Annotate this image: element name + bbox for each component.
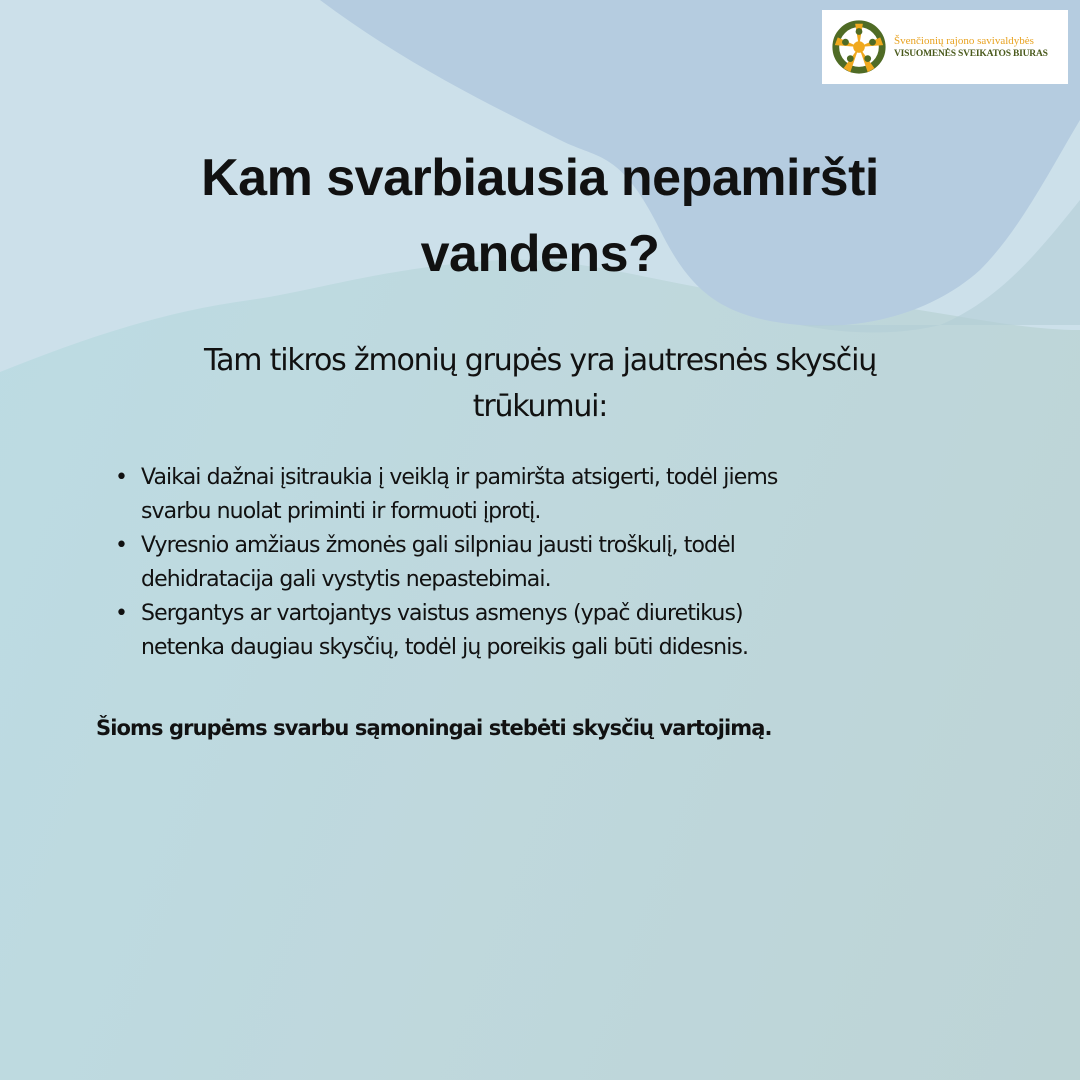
list-item-line: dehidratacija gali vystytis nepastebimai.: [141, 567, 551, 592]
title-line-2: vandens?: [420, 225, 660, 283]
logo-line-bureau: VISUOMENĖS SVEIKATOS BIURAS: [894, 48, 1048, 59]
figures-circle-logo-icon: [830, 18, 888, 76]
subtitle-line-2: trūkumui:: [472, 389, 608, 424]
list-item-sick-medicated: [115, 597, 935, 665]
list-item-line: Sergantys ar vartojantys vaistus asmenys (ypač diuretikus): [141, 601, 743, 626]
title-line-1: Kam svarbiausia nepamiršti: [201, 149, 879, 207]
list-item-line: svarbu nuolat priminti ir formuoti įprotį.: [141, 499, 541, 524]
organization-logo: [822, 10, 1068, 84]
page-title: [0, 140, 1080, 292]
logo-text: [894, 34, 1048, 61]
list-item-line: Vaikai dažnai įsitraukia į veiklą ir pamiršta atsigerti, todėl jiems: [141, 465, 778, 490]
bullet-icon: •: [115, 601, 128, 626]
list-item-line: netenka daugiau skysčių, todėl jų poreikis gali būti didesnis.: [141, 635, 749, 660]
bullet-icon: •: [115, 533, 128, 558]
subtitle-line-1: Tam tikros žmonių grupės yra jautresnės skysčių: [203, 343, 877, 378]
footer-note: Šioms grupėms svarbu sąmoningai stebėti skysčių vartojimą.: [96, 716, 772, 740]
bullet-icon: •: [115, 465, 128, 490]
logo-line-municipality: Švenčionių rajono savivaldybės: [894, 34, 1034, 47]
list-item-elderly: [115, 529, 935, 597]
subtitle: [120, 338, 960, 430]
list-item-children: [115, 461, 935, 529]
risk-groups-list: [115, 461, 935, 665]
list-item-line: Vyresnio amžiaus žmonės gali silpniau jausti troškulį, todėl: [141, 533, 735, 558]
